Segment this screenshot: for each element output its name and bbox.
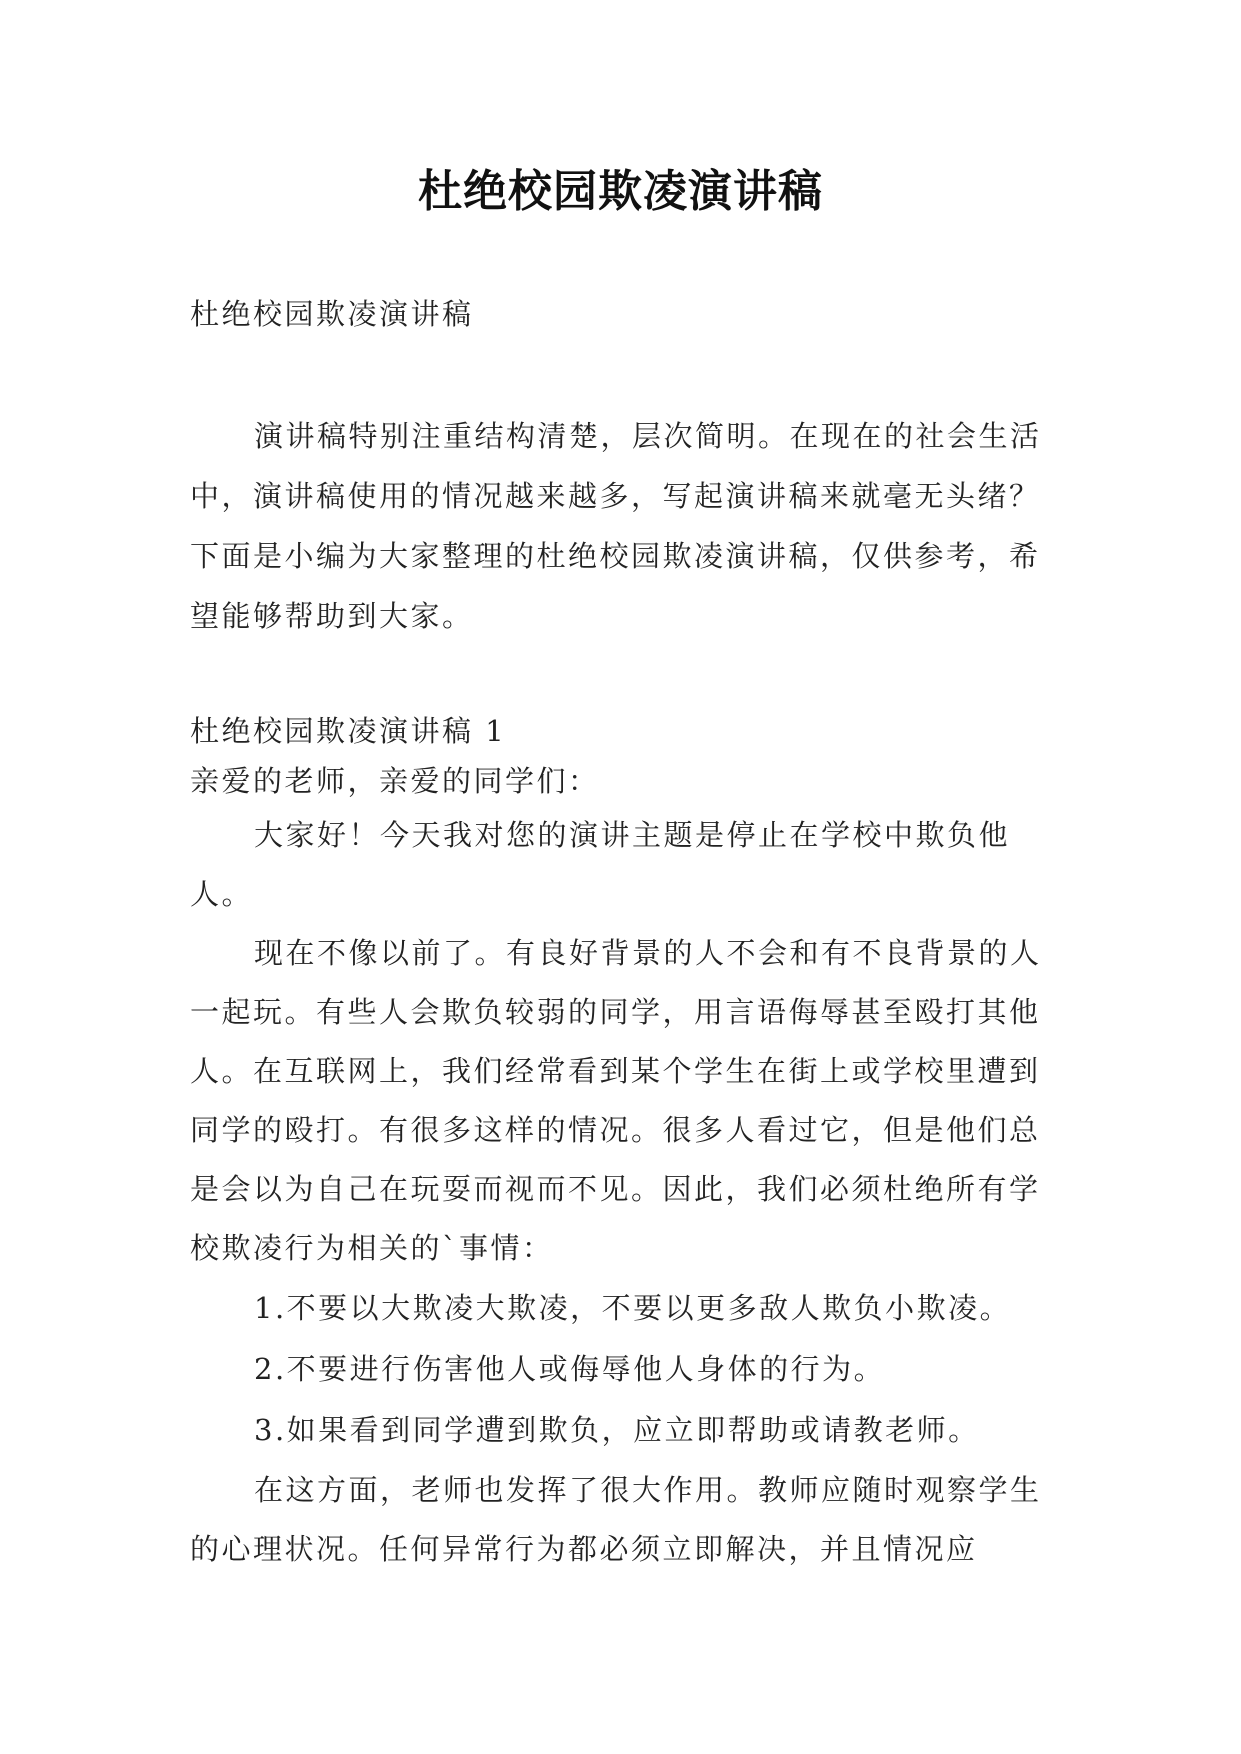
list-item: 3.如果看到同学遭到欺负，应立即帮助或请教老师。 bbox=[254, 1413, 980, 1447]
speech-section-1 bbox=[190, 706, 1060, 1579]
body-paragraph-2: 在这方面，老师也发挥了很大作用。教师应随时观察学生的心理状况。任何异常行为都必须立即解决，并且情况应 bbox=[190, 1473, 1042, 1566]
greeting-paragraph: 大家好！今天我对您的演讲主题是停止在学校中欺负他人。 bbox=[190, 818, 1011, 911]
document-subtitle: 杜绝校园欺凌演讲稿 bbox=[190, 297, 474, 331]
list-item: 1.不要以大欺凌大欺凌，不要以更多敌人欺负小欺凌。 bbox=[254, 1291, 1012, 1325]
list-item: 2.不要进行伤害他人或侮辱他人身体的行为。 bbox=[254, 1352, 886, 1386]
section-heading: 杜绝校园欺凌演讲稿 1 bbox=[190, 714, 507, 748]
salutation: 亲爱的老师，亲爱的同学们： bbox=[190, 764, 600, 798]
document-title: 杜绝校园欺凌演讲稿 bbox=[418, 166, 823, 217]
intro-paragraph: 演讲稿特别注重结构清楚，层次简明。在现在的社会生活中，演讲稿使用的情况越来越多，写起演讲稿来就毫无头绪？下面是小编为大家整理的杜绝校园欺凌演讲稿，仅供参考，希望能够帮助到大家。 bbox=[190, 419, 1042, 633]
body-paragraph-1: 现在不像以前了。有良好背景的人不会和有不良背景的人一起玩。有些人会欺负较弱的同学，用言语侮辱甚至殴打其他人。在互联网上，我们经常看到某个学生在街上或学校里遭到同学的殴打。有很多这样的情况。很多人看过它，但是他们总是会以为自己在玩耍而视而不见。因此，我们必须杜绝所有学校欺凌行为相关的`事情： bbox=[190, 936, 1042, 1265]
